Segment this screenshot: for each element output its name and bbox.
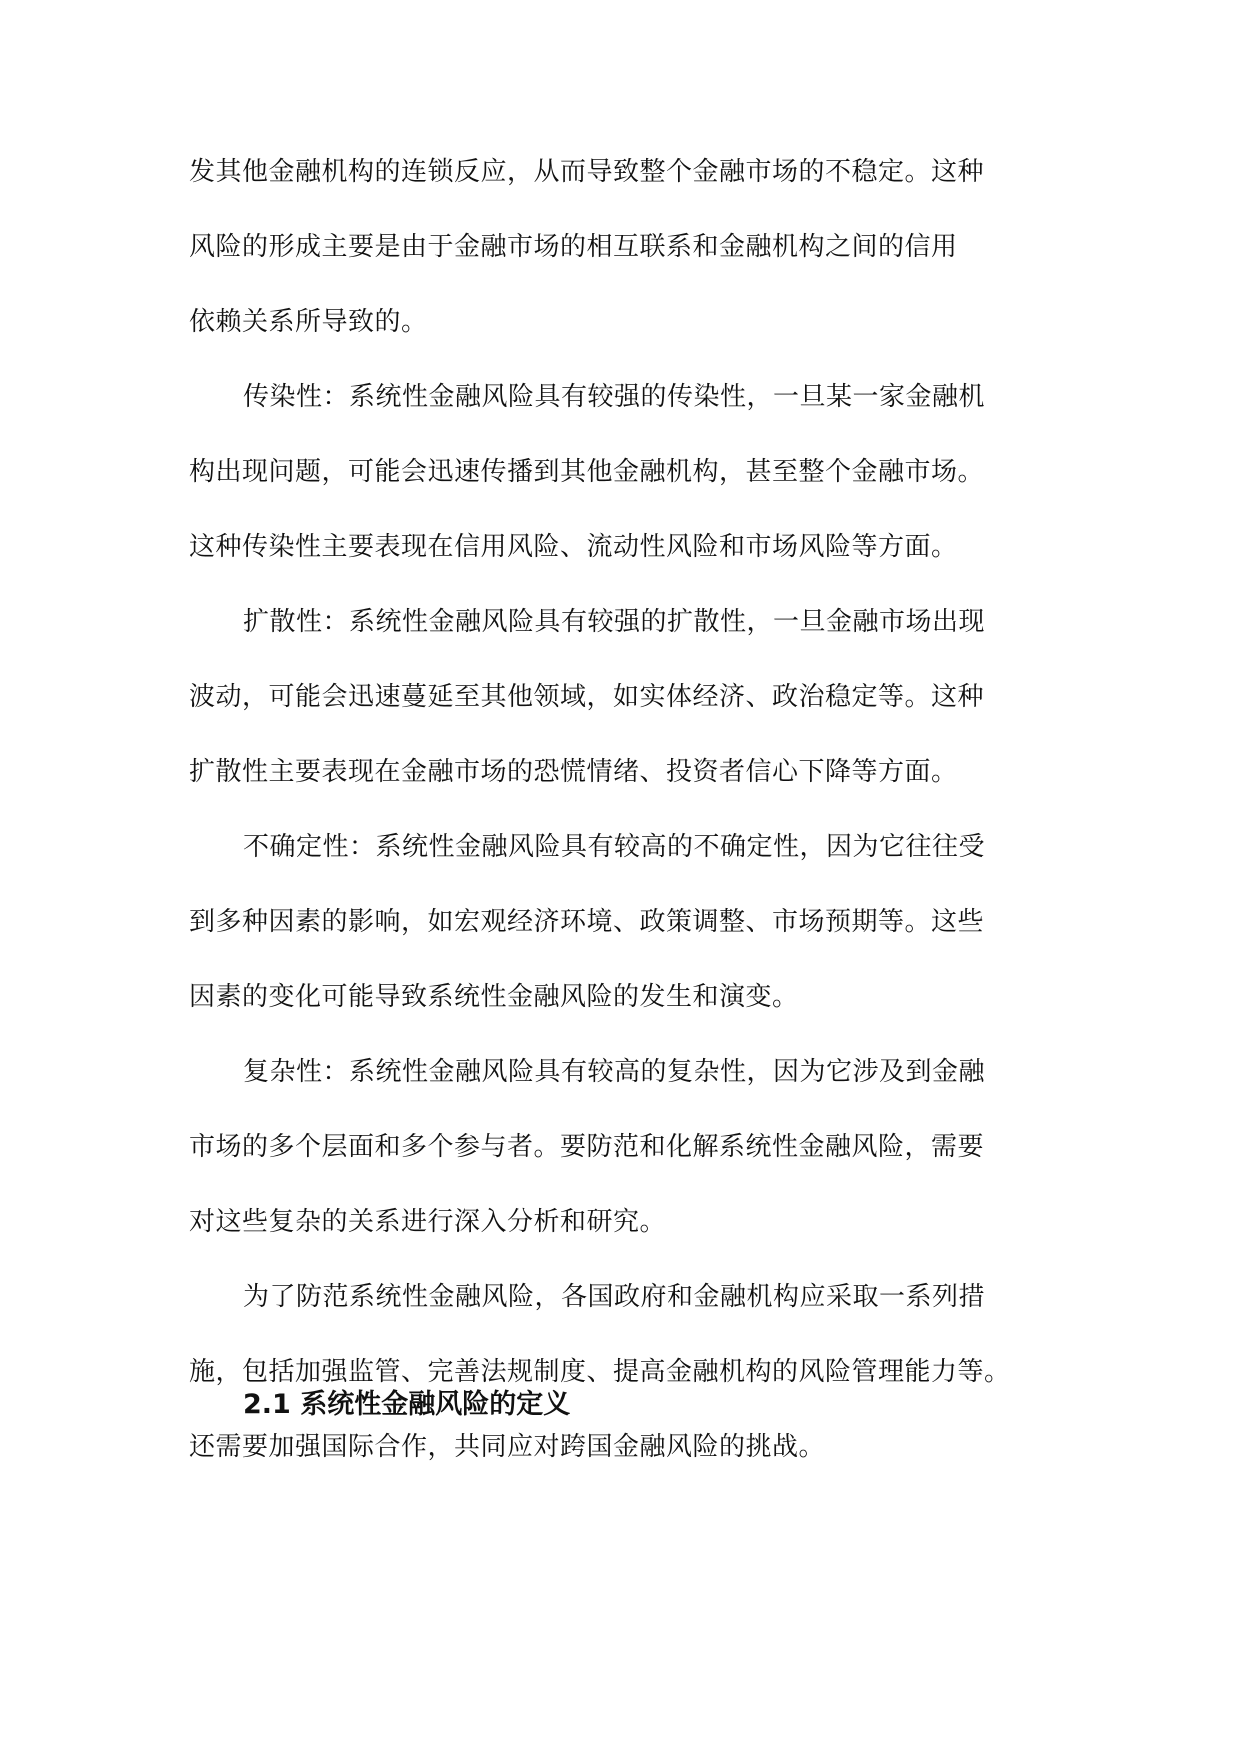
body-text: [189, 140, 1069, 1490]
section-heading: 2.1 系统性金融风险的定义: [243, 1389, 571, 1420]
text-line: 对这些复杂的关系进行深入分析和研究。: [189, 1207, 667, 1237]
text-line: 发其他金融机构的连锁反应，从而导致整个金融市场的不稳定。这种: [189, 157, 985, 187]
text-line: 依赖关系所导致的。: [189, 307, 428, 337]
text-line: 到多种因素的影响，如宏观经济环境、政策调整、市场预期等。这些: [189, 907, 985, 937]
paragraph-first-line: 复杂性：系统性金融风险具有较高的复杂性，因为它涉及到金融: [243, 1057, 986, 1087]
paragraph-first-line: 扩散性：系统性金融风险具有较强的扩散性，一旦金融市场出现: [243, 607, 986, 637]
text-line: 市场的多个层面和多个参与者。要防范和化解系统性金融风险，需要: [189, 1132, 985, 1162]
text-line: 这种传染性主要表现在信用风险、流动性风险和市场风险等方面。: [189, 532, 958, 562]
paragraph-first-line: 传染性：系统性金融风险具有较强的传染性，一旦某一家金融机: [243, 382, 986, 412]
text-line: 因素的变化可能导致系统性金融风险的发生和演变。: [189, 982, 799, 1012]
text-line: 扩散性主要表现在金融市场的恐慌情绪、投资者信心下降等方面。: [189, 757, 958, 787]
paragraph-first-line: 不确定性：系统性金融风险具有较高的不确定性，因为它往往受: [243, 832, 986, 862]
text-line: 构出现问题，可能会迅速传播到其他金融机构，甚至整个金融市场。: [189, 457, 985, 487]
paragraph-first-line: 为了防范系统性金融风险，各国政府和金融机构应采取一系列措: [243, 1282, 986, 1312]
text-line: 施，包括加强监管、完善法规制度、提高金融机构的风险管理能力等。: [189, 1357, 1011, 1387]
text-line: 还需要加强国际合作，共同应对跨国金融风险的挑战。: [189, 1432, 826, 1462]
text-line: 风险的形成主要是由于金融市场的相互联系和金融机构之间的信用: [189, 232, 958, 262]
text-line: 波动，可能会迅速蔓延至其他领域，如实体经济、政治稳定等。这种: [189, 682, 985, 712]
